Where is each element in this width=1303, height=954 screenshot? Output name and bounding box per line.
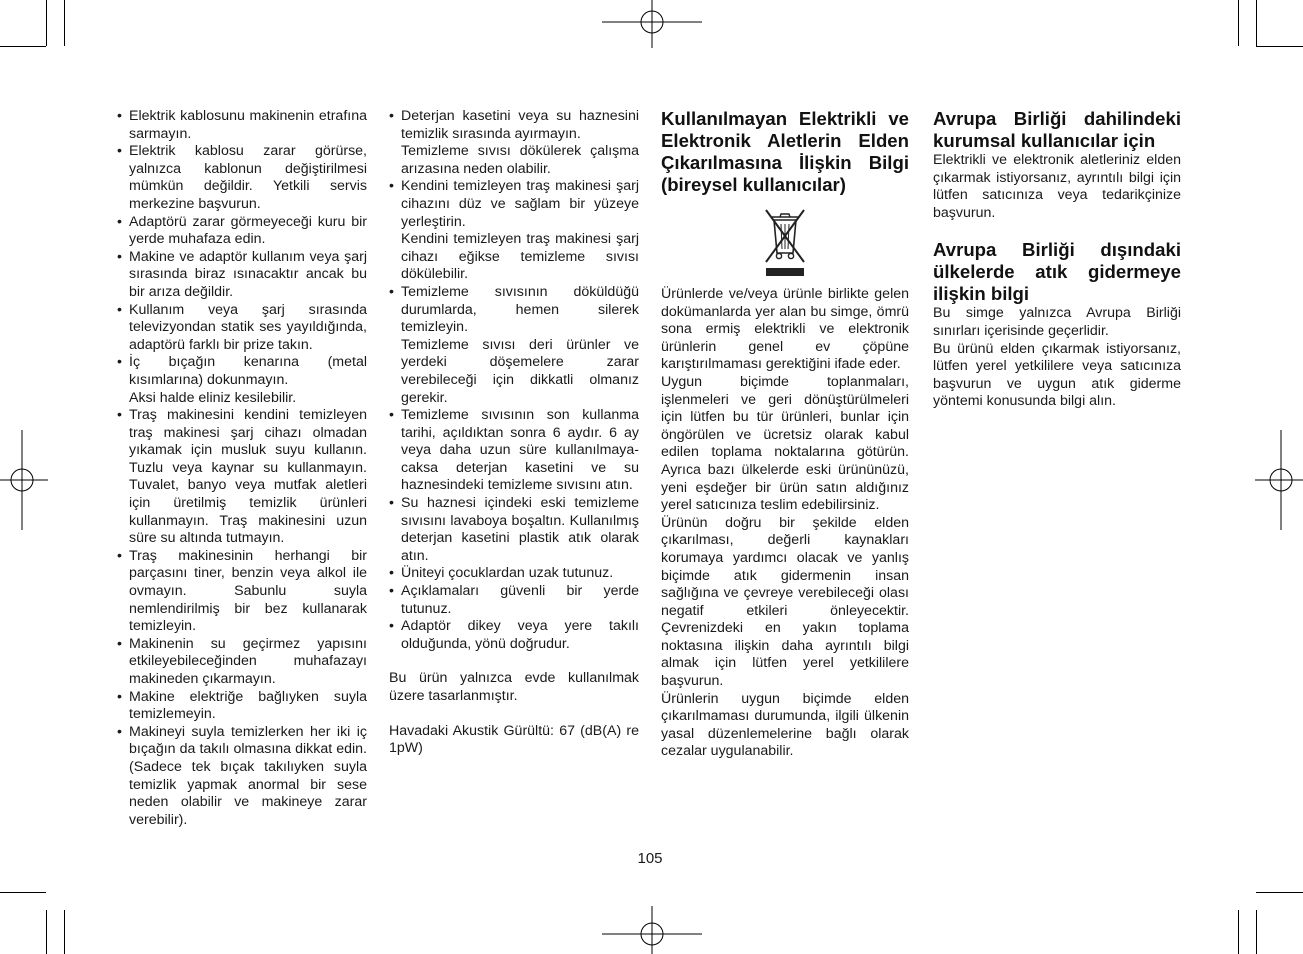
home-use-note: Bu ürün yalnızca evde kullanılmak üzere tasarlanmıştır. [389, 670, 639, 704]
list-item: • Traş makinesini kendini temizleyen traş makinesi şarj cihazı olmadan yıkamak için musluk suyu kullanın. Tuzlu veya kaynar su kullanmayın. Tuvalet, banyo veya mutfak aletleri için üretilmiş temizlik ürünleri kullanmayın. Traş makinesini uzun süre su altında tutmayın. [117, 407, 367, 548]
list-item: • Makine elektriğe bağlıyken suyla temizlemeyin. [117, 689, 367, 724]
column-safety-1 [117, 108, 367, 829]
crop-mark [1238, 910, 1239, 954]
list-item-note: Kendini temizleyen traş makinesi şarj cihazı eğikse temizleme sıvısı dökülebilir. [401, 231, 639, 283]
list-item: • Makineyi suyla temizlerken her iki iç bıçağın da takılı olmasına dikkat edin. (Sadece tek bıçak takılıyken suyla temizlik yapmak anormal bir sese neden olabilir ve makineye zarar verebilir). [117, 724, 367, 830]
list-item: • Elektrik kablosunu makinenin etrafına sarmayın. [117, 108, 367, 143]
list-item: • Kullanım veya şarj sırasında televizyondan statik ses yayıldığında, adaptörü farklı bir prize takın. [117, 302, 367, 355]
crop-mark [1256, 46, 1303, 47]
crop-mark [1238, 0, 1239, 46]
crop-mark [0, 46, 46, 47]
crop-mark [64, 0, 65, 46]
registration-mark-icon [602, 0, 702, 48]
noise-spec: Havadaki Akustik Gürültü: 67 (dB(A) re 1pW) [389, 722, 639, 757]
disposal-paragraph: Uygun biçimde toplanmaları, işlenmeleri ve geri dönüştürülmeleri için lütfen bu tür ürünleri, bunlar için öngörülen ve ücretsiz olarak kabul edilen toplama noktalarına götürün. Ayrıca bazı ülkelerde eski ürününüzü, yeni eşdeğer bir ürün satın aldığınız yerel satıcınıza teslim edebilirsiniz. [661, 373, 909, 514]
bullet-list [117, 108, 367, 829]
column-safety-2 [389, 108, 639, 758]
list-item: • Deterjan kasetini veya su haznesini temizlik sırasında ayırmayın. Temizleme sıvısı dökülerek çalışma arızasına neden olabilir. [389, 108, 639, 178]
list-item: • Adaptör dikey veya yere takılı olduğunda, yönü doğrudur. [389, 618, 639, 653]
non-eu-paragraph: Bu ürünü elden çıkarmak istiyorsanız, lütfen yerel yetkililere veya satıcınıza başvurun ve uygun atık giderme yöntemi konusunda bilgi alın. [933, 340, 1181, 410]
list-item-note: Temizleme sıvısı deri ürünler ve yerdeki döşemelere zarar verebileceği için dikkatli olmanız gerekir. [401, 336, 639, 406]
crop-mark [1256, 892, 1303, 893]
eu-business-paragraph: Elektrikli ve elektronik aletleriniz elden çıkarmak istiyorsanız, ayrıntılı bilgi için lütfen satıcınıza veya tedarikçinize başvurun. [933, 152, 1181, 221]
crop-mark [0, 892, 46, 893]
list-item: • İç bıçağın kenarına (metal kısımlarına) dokunmayın. Aksi halde eliniz kesilebilir. [117, 354, 367, 407]
crop-mark [46, 910, 47, 954]
list-item: • Açıklamaları güvenli bir yerde tutunuz. [389, 583, 639, 618]
column-disposal-business [933, 108, 1181, 411]
list-item: • Temizleme sıvısının döküldüğü durumlarda, hemen silerek temizleyin. Temizleme sıvısı deri ürünler ve yerdeki döşemelere zarar verebileceği için dikkatli olmanız gerekir. [389, 284, 639, 407]
list-item: • Üniteyi çocuklardan uzak tutunuz. [389, 565, 639, 583]
list-item: • Su haznesi içindeki eski temizleme sıvısını lavaboya boşaltın. Kullanılmış deterjan kasetini plastik atık olarak atın. [389, 495, 639, 565]
list-item: • Traş makinesinin herhangi bir parçasını tiner, benzin veya alkol ile ovmayın. Sabunlu suyla nemlendirilmiş bir bez kullanarak temizleyin. [117, 548, 367, 636]
registration-mark-icon [602, 906, 702, 954]
non-eu-paragraph: Bu simge yalnızca Avrupa Birliği sınırları içerisinde geçerlidir. [933, 305, 1181, 339]
registration-mark-icon [0, 430, 48, 530]
list-item: • Kendini temizleyen traş makinesi şarj cihazını düz ve sağlam bir yüzeye yerleştirin. Kendini temizleyen traş makinesi şarj cihazı eğikse temizleme sıvısı dökülebilir. [389, 178, 639, 284]
section-heading: Avrupa Birliği dışındaki ülkelerde atık gidermeye ilişkin bilgi [933, 239, 1181, 305]
list-item: • Makine ve adaptör kullanım veya şarj sırasında biraz ısınacaktır ancak bu bir arıza değildir. [117, 249, 367, 302]
section-heading: Kullanılmayan Elektrikli ve Elektronik Aletlerin Elden Çıkarılmasına İlişkin Bilgi (bireysel kullanıcılar) [661, 108, 909, 195]
bullet-list [389, 108, 639, 653]
section-heading: Avrupa Birliği dahilindeki kurumsal kullanıcılar için [933, 108, 1181, 151]
crop-mark [46, 0, 47, 46]
list-item: • Makinenin su geçirmez yapısını etkileyebileceğinden muhafazayı makineden çıkarmayın. [117, 636, 367, 689]
crop-mark [1256, 0, 1257, 46]
crop-mark [1256, 910, 1257, 954]
page-number: 105 [637, 850, 663, 867]
registration-mark-icon [1255, 430, 1303, 530]
disposal-paragraph: Ürünlerin uygun biçimde elden çıkarılmaması durumunda, ilgili ülkenin yasal düzenlemelerine bağlı olarak cezalar uygulanabilir. [661, 690, 909, 760]
list-item-note: Aksi halde eliniz kesilebilir. [129, 389, 297, 406]
disposal-paragraph: Ürünlerde ve/veya ürünle birlikte gelen dokümanlarda yer alan bu simge, ömrü sona ermiş elektrikli ve elektronik ürünlerin genel ev çöpüne karıştırılmaması gerektiğini ifade eder. [661, 286, 909, 373]
list-item: • Elektrik kablosu zarar görürse, yalnızca kablonun değiştirilmesi mümkün değildir. Yetkili servis merkezine başvurun. [117, 143, 367, 213]
list-item-note: Temizleme sıvısı dökülerek çalışma arızasına neden olabilir. [401, 143, 639, 177]
crossed-out-wheelie-bin-icon [760, 208, 810, 278]
column-disposal-individual [661, 108, 909, 761]
list-item: • Adaptörü zarar görmeyeceği kuru bir yerde muhafaza edin. [117, 214, 367, 249]
crop-mark [64, 910, 65, 954]
list-item: • Temizleme sıvısının son kullanma tarihi, açıldıktan sonra 6 aydır. 6 ay veya daha uzun süre kullanılmaya-caksa deterjan kasetini ve su haznesindeki temizleme sıvısını atın. [389, 407, 639, 495]
disposal-paragraph: Ürünün doğru bir şekilde elden çıkarılması, değerli kaynakları korumaya yardımcı olacak ve yanlış biçimde atık gidermenin insan sağlığına ve çevreye verebileceği olası negatif etkileri önleyecektir. Çevrenizdeki en yakın toplama noktasına ilişkin daha ayrıntılı bilgi almak için lütfen yerel yetkililere başvurun. [661, 514, 909, 690]
